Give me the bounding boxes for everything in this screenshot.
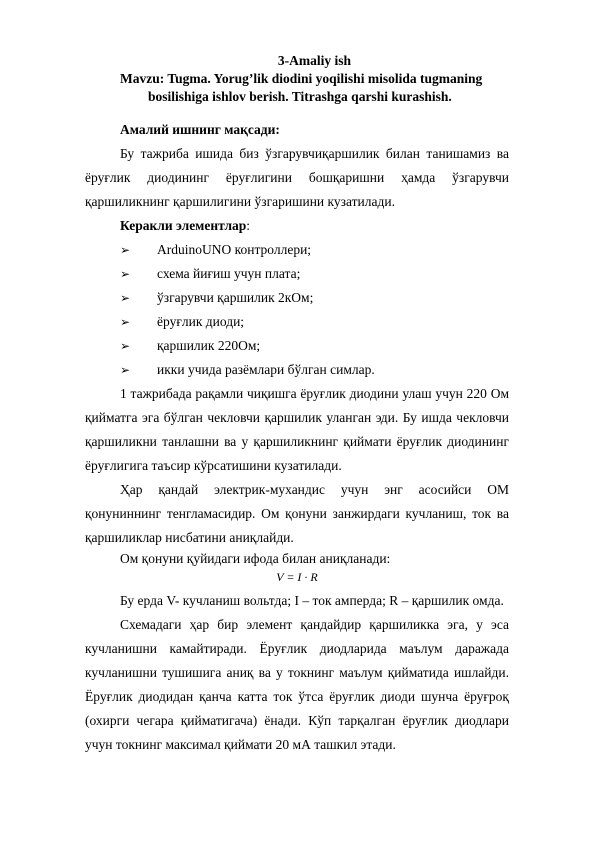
topic-line-2: bosilishiga ishlov berish. Titrashga qarshi kurashish.	[148, 89, 452, 104]
arrow-bullet-icon: ➢	[120, 339, 131, 353]
list-item: ➢ ўзгарувчи қаршилик 2кОм;	[85, 286, 509, 310]
list-item: ➢ қаршилик 220Ом;	[85, 334, 509, 358]
elements-heading: Керакли элементлар:	[120, 218, 251, 233]
arrow-bullet-icon: ➢	[120, 291, 131, 305]
paragraph-5: Схемадаги ҳар бир элемент қандайдир қаршиликка эга, у эса кучланишни камайтиради. Ёруғлик диодларида маълум даражада кучланишни тушишига аниқ ва у токнинг маълум қийматида ишлайди. Ёруғлик диодидан қанча катта ток ўтса ёруғлик диоди шунча ёруғроқ (охирги чегара қийматигача) ёнади. Кўп тарқалган ёруғлик диодлари учун токнинг максимал қиймати 20 мА ташкил этади.	[85, 617, 509, 752]
arrow-bullet-icon: ➢	[120, 267, 131, 281]
document-page	[85, 52, 509, 757]
goal-text: Бу тажриба ишида биз ўзгарувчиқаршилик билан танишамиз ва ёруғлик диодининг ёруғлигини бошқаришни ҳамда ўзгарувчи қаршиликнинг қаршилигини ўзгаришини кузатилади.	[85, 146, 509, 209]
ohm-formula: V = I · R	[276, 570, 318, 584]
elements-list	[85, 238, 509, 382]
paragraph-3: Ом қонуни қуйидаги ифода билан аниқланади:	[120, 551, 391, 566]
paragraph-2: Ҳар қандай электрик-мухандис учун энг асосийси ОМ қонуниннинг тенгламасидир. Ом қонуни занжирдаги кучланиш, ток ва қаршиликлар нисбатини аниқлайди.	[85, 482, 509, 545]
arrow-bullet-icon: ➢	[120, 315, 131, 329]
arrow-bullet-icon: ➢	[120, 243, 131, 257]
list-item: ➢ ArduinoUNO контроллери;	[85, 238, 509, 262]
paragraph-4: Бу ерда V- кучланиш вольтда; I – ток амперда; R – қаршилик омда.	[120, 593, 504, 608]
topic-line-1: Mavzu: Tugma. Yorug’lik diodini yoqilishi misolida tugmaning	[120, 71, 483, 86]
arrow-bullet-icon: ➢	[120, 363, 131, 377]
paragraph-1: 1 тажрибада рақамли чиқишга ёруғлик диодини улаш учун 220 Ом қийматга эга бўлган чекловчи қаршилик уланган эди. Бу ишда чекловчи қаршиликни танлашни ва у қаршиликнинг қиймати ёруғлик диодининг ёруғлигига таъсир кўрсатишини кузатилади.	[85, 386, 509, 473]
list-item: ➢ схема йиғиш учун плата;	[85, 262, 509, 286]
document-title: 3-Amaliy ish	[277, 53, 352, 68]
list-item: ➢ икки учида разёмлари бўлган симлар.	[85, 358, 509, 382]
goal-heading: Амалий ишнинг мақсади:	[120, 122, 280, 137]
list-item: ➢ ёруғлик диоди;	[85, 310, 509, 334]
